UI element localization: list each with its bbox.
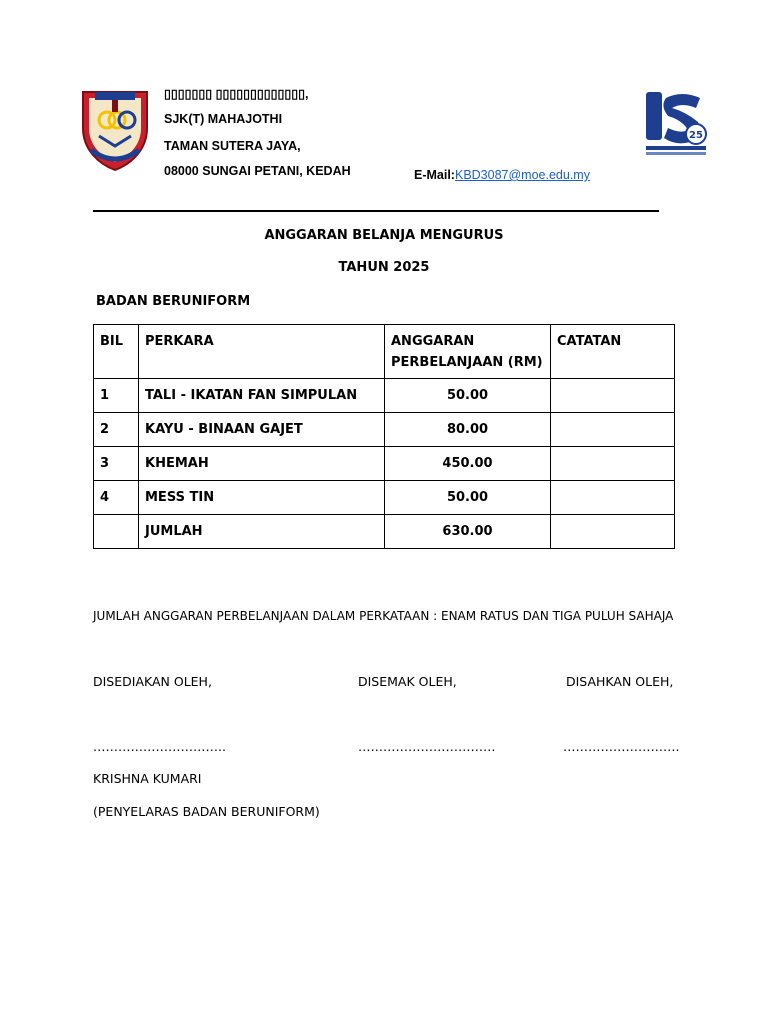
cell-perkara: TALI - IKATAN FAN SIMPULAN [139, 379, 385, 413]
cell-catatan [551, 515, 675, 549]
table-total-row [94, 515, 675, 549]
col-header-catatan: CATATAN [551, 325, 675, 379]
anniversary-logo [642, 88, 710, 160]
table-row [94, 413, 675, 447]
budget-table [93, 324, 675, 549]
anniversary-number: 25 [689, 130, 703, 141]
cell-perkara: MESS TIN [139, 481, 385, 515]
document-title: ANGGARAN BELANJA MENGURUS [264, 228, 504, 243]
table-row [94, 481, 675, 515]
cell-anggaran: 450.00 [385, 447, 551, 481]
total-label: JUMLAH [139, 515, 385, 549]
amount-in-words: JUMLAH ANGGARAN PERBELANJAAN DALAM PERKATAAN : ENAM RATUS DAN TIGA PULUH SAHAJA [93, 609, 674, 623]
school-crest-logo [77, 86, 153, 172]
cell-anggaran: 50.00 [385, 481, 551, 515]
email-label: E-Mail: [414, 168, 455, 182]
address-line1: TAMAN SUTERA JAYA, [164, 139, 301, 153]
header-divider [93, 210, 659, 212]
document-year: TAHUN 2025 [338, 260, 430, 275]
prepared-by-label: DISEDIAKAN OLEH, [93, 674, 212, 689]
cell-bil: 3 [94, 447, 139, 481]
table-row [94, 379, 675, 413]
cell-catatan [551, 481, 675, 515]
cell-anggaran: 50.00 [385, 379, 551, 413]
col-header-anggaran: ANGGARAN PERBELANJAAN (RM) [385, 325, 551, 379]
signature-line-checked: …………………………… [358, 739, 496, 754]
cell-bil: 2 [94, 413, 139, 447]
cell-bil: 1 [94, 379, 139, 413]
col-header-bil: BIL [94, 325, 139, 379]
cell-bil: 4 [94, 481, 139, 515]
email-block [414, 164, 590, 183]
header-line1: ▯▯▯▯▯▯▯ ▯▯▯▯▯▯▯▯▯▯▯▯▯, [164, 87, 309, 101]
section-title: BADAN BERUNIFORM [96, 294, 251, 309]
cell-perkara: KAYU - BINAAN GAJET [139, 413, 385, 447]
preparer-position: (PENYELARAS BADAN BERUNIFORM) [93, 804, 320, 819]
cell-catatan [551, 413, 675, 447]
table-header-row [94, 325, 675, 379]
preparer-name: KRISHNA KUMARI [93, 771, 202, 786]
cell-catatan [551, 447, 675, 481]
approved-by-label: DISAHKAN OLEH, [566, 674, 674, 689]
cell-anggaran: 80.00 [385, 413, 551, 447]
signature-line-approved: ………………………. [563, 739, 680, 754]
signature-line-prepared: ………………………….. [93, 739, 226, 754]
table-row [94, 447, 675, 481]
total-amount: 630.00 [385, 515, 551, 549]
col-header-perkara: PERKARA [139, 325, 385, 379]
checked-by-label: DISEMAK OLEH, [358, 674, 457, 689]
school-name: SJK(T) MAHAJOTHI [164, 112, 283, 126]
cell-bil [94, 515, 139, 549]
address-line2: 08000 SUNGAI PETANI, KEDAH [164, 164, 351, 178]
cell-perkara: KHEMAH [139, 447, 385, 481]
email-link[interactable]: KBD3087@moe.edu.my [454, 168, 590, 182]
cell-catatan [551, 379, 675, 413]
